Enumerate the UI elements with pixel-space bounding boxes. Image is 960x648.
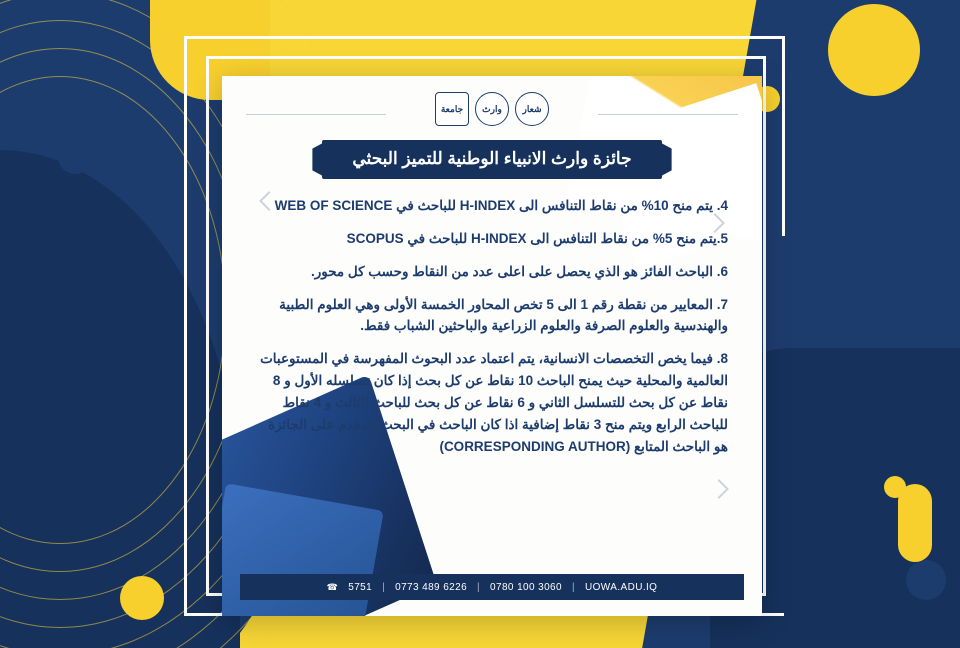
title-ribbon-wrapper: [222, 140, 762, 179]
emblem-left-icon: شعار: [515, 92, 549, 126]
contact-footer: [240, 574, 744, 600]
contact-phone-1: 5751: [348, 581, 373, 593]
list-item: 6. الباحث الفائز هو الذي يحصل على اعلى عدد من النقاط وحسب كل محور.: [310, 263, 728, 279]
frame-outer-top-left: [184, 36, 784, 39]
footer-separator: |: [571, 581, 575, 593]
page-title: جائزة وارث الانبياء الوطنية للتميز البحثي: [322, 140, 661, 179]
frame-outer-left: [184, 36, 187, 616]
phone-icon: ☎: [326, 581, 339, 592]
decor-circle-bottom-left: [120, 576, 164, 620]
list-item: 4. يتم منح 10% من نقاط التنافس الى H-INDEX للباحث في WEB OF SCIENCE: [274, 198, 728, 213]
criteria-list: [222, 179, 762, 574]
frame-inner-right: [782, 36, 785, 236]
contact-phone-3: 0780 100 3060: [490, 581, 562, 593]
list-item: 7. المعايير من نقطة رقم 1 الى 5 تخص المحاور الخمسة الأولى وهي العلوم الطبية والهندسية والعلوم الصرفة والعلوم الزراعية والباحثين الشباب فقط.: [279, 296, 728, 334]
footer-separator: |: [382, 581, 386, 593]
footer-separator: |: [477, 581, 481, 593]
decor-yellow-rounded-right: [898, 484, 932, 562]
emblem-center-icon: وارث: [475, 92, 509, 126]
institution-logos: [222, 76, 762, 134]
emblem-right-icon: جامعة: [435, 92, 469, 126]
list-item: 8. فيما يخص التخصصات الانسانية، يتم اعتماد عدد البحوث المفهرسة في المستوعبات العالمية والمحلية حيث يمنح الباحث 10 نقاط عن كل بحث إذا كان تسلسله الأول و 8 نقاط عن كل بحث للتسلسل الثاني و 6 نقاط عن كل بحث للباحث الثالث و 4 نقاط للباحث الرابع ويتم منح 3 نقاط إضافية اذا كان الباحث في البحث المقدم على الجائزة هو الباحث المتابع (CORRESPONDING AUTHOR): [260, 351, 728, 454]
decor-circle-top-right: [828, 4, 920, 96]
award-poster-card: [222, 76, 762, 616]
list-item: 5.يتم منح 5% من نقاط التنافس الى H-INDEX للباحث في SCOPUS: [346, 230, 728, 246]
contact-website: UOWA.ADU.IQ: [584, 581, 658, 593]
decor-circle-navy-bottom-right: [906, 560, 946, 600]
contact-phone-2: 0773 489 6226: [395, 581, 468, 593]
decor-navy-rounded-left: [58, 88, 92, 174]
